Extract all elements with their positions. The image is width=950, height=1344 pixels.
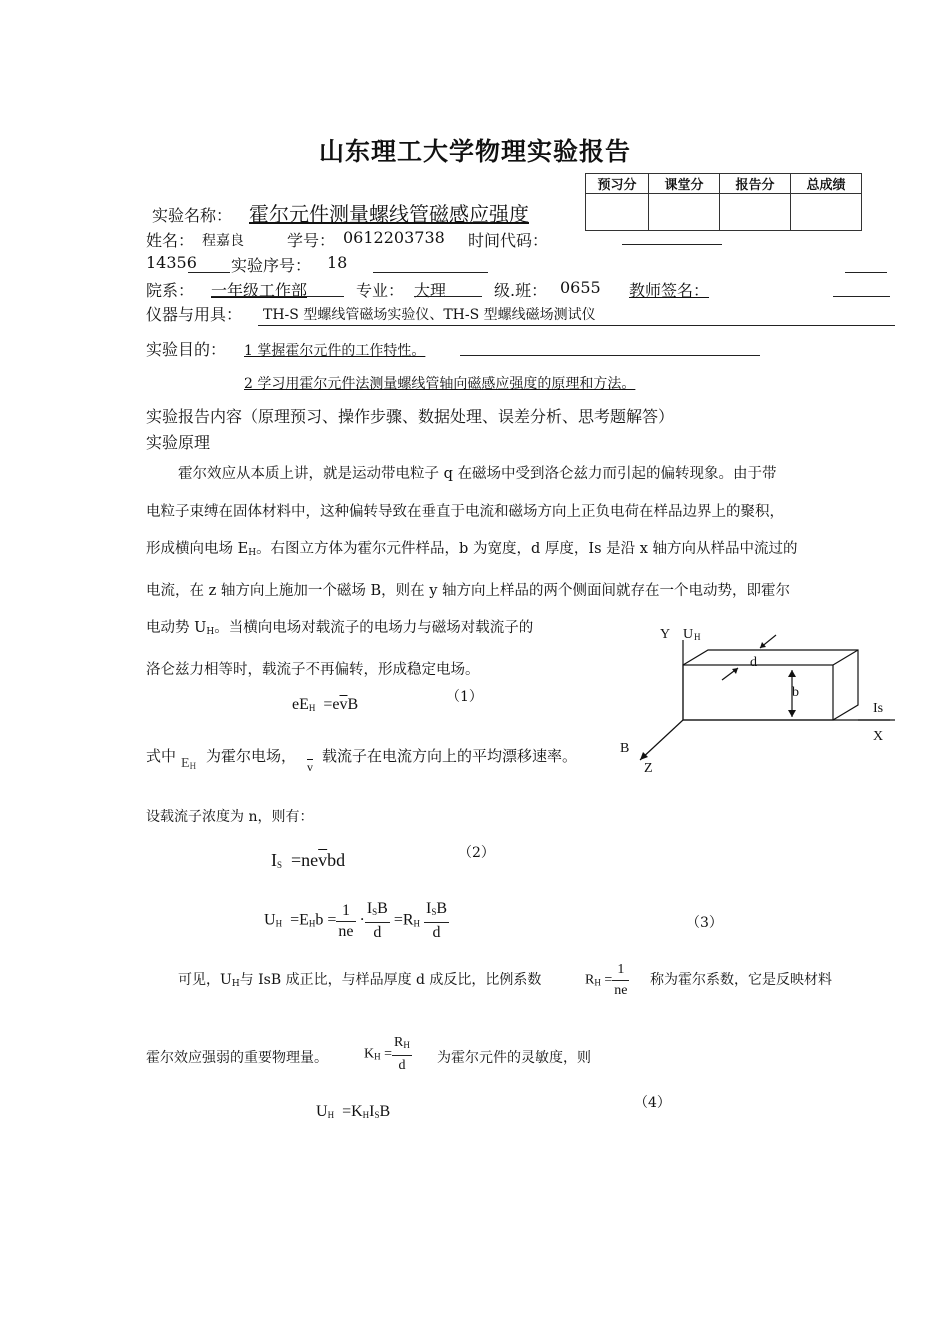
class-value: 0655 [560,278,601,297]
d-arrowhead-bottom [732,668,738,674]
principle-heading: 实验原理 [146,433,211,452]
name-label: 姓名： [146,231,195,250]
box-back [683,650,858,720]
para-line: 形成横向电场 $E_H$。右图立方体为霍尔元件样品，b 为宽度，d 厚度，Is 是沿 x 轴方向从样品中流过的 [146,541,798,558]
time-code: 14356 [146,253,197,272]
purpose-item-1: 1 掌握霍尔元件的工作特性。 [244,343,426,359]
score-header-preview: 预习分 [586,174,649,194]
seq-value: 18 [327,253,348,272]
para-line: 电粒子束缚在固体材料中，这种偏转导致在垂直于电流和磁场方向上正负电荷在样品边界上的聚积， [146,503,784,520]
equation-3-number: （3） [686,915,723,931]
equation-4-number: （4） [634,1095,671,1111]
dept-value: 一年级工作部 [211,281,308,300]
score-header-class: 课堂分 [649,174,720,194]
label-x: X [873,729,884,744]
blank-line [414,296,482,297]
d-arrowhead-top [760,642,766,648]
blank-line [188,272,230,273]
score-table [585,173,862,231]
para-line: 霍尔效应从本质上讲，就是运动带电粒子 q 在磁场中受到洛仑兹力而引起的偏转现象。由于带 [178,466,777,482]
equation-1: $eE_H =e\overline{v}B$ [292,696,359,713]
z-axis [640,720,683,760]
score-header-report: 报告分 [720,174,791,194]
major-value: 大理 [414,281,447,300]
equation-3: $U_H =E_Hb$ = $\frac{1}{ne}$ · $\frac{I_SB}{d}$ $=R_H$ $\frac{I_SB}{d}$ [264,900,448,941]
dept-label: 院系： [146,281,195,300]
blank-line [373,272,488,273]
equipment-value: TH-S 型螺线管磁场实验仪、TH-S 型螺线磁场测试仪 [263,307,596,323]
score-cell-class[interactable] [649,194,720,231]
eh-symbol: $E_H$ [181,756,197,771]
label-is: Is [873,701,884,716]
para-line: 电流，在 z 轴方向上施加一个磁场 B，则在 y 轴方向上样品的两个侧面间就存在一个电动势，即霍尔 [146,582,791,599]
prop-text-end: 称为霍尔系数，它是反映材料 [650,972,832,988]
label-b: b [792,685,799,700]
kh-text-1: 霍尔效应强弱的重要物理量。 [146,1050,328,1066]
student-id: 0612203738 [343,228,445,247]
label-y: Y [660,627,671,642]
blank-line [833,296,890,297]
label-b-field: B [620,741,630,756]
b-arrowhead-top [788,670,796,677]
v-text: 载流子在电流方向上的平均漂移速率。 [322,747,578,765]
kh-text-2: 为霍尔元件的灵敏度，则 [437,1050,591,1066]
student-name: 程嘉良 [202,233,244,249]
major-label: 专业： [356,281,405,300]
purpose-item-2: 2 学习用霍尔元件法测量螺线管轴向磁感应强度的原理和方法。 [244,376,636,392]
density-text: 设载流子浓度为 n，则有： [146,809,314,825]
score-cell-total[interactable] [791,194,862,231]
page-title: 山东理工大学物理实验报告 [318,137,631,166]
kh-formula: $K_H$ = $\frac{R_H}{d}$ [364,1035,410,1073]
box-edge [833,650,858,665]
hall-element-diagram [610,620,900,780]
equation-1-number: （1） [446,689,483,705]
label-d: d [750,655,757,670]
blank-line [845,272,887,273]
score-cell-report[interactable] [720,194,791,231]
equation-4: $U_H =K_HI_SB$ [316,1103,391,1120]
student-id-label: 学号： [287,231,336,250]
score-cell-preview[interactable] [586,194,649,231]
rh-formula: $R_H$ = $\frac{1}{ne}$ [585,962,628,998]
experiment-name: 霍尔元件测量螺线管磁感应强度 [249,202,529,226]
blank-line [622,244,722,245]
box-front [683,665,833,720]
equipment-label: 仪器与用具： [146,305,243,324]
shizhong-label: 式中 [146,747,177,765]
blank-line [258,325,895,326]
blank-line [211,296,344,297]
experiment-name-label: 实验名称： [152,206,233,225]
v-symbol: $\overline{v}$ [307,760,313,774]
label-z: Z [644,761,653,776]
class-label: 级.班： [494,281,548,300]
report-heading: 实验报告内容（原理预习、操作步骤、数据处理、误差分析、思考题解答） [146,407,675,426]
para-line: 洛仑兹力相等时，载流子不再偏转，形成稳定电场。 [146,661,480,678]
para-line: 电动势 $U_H$。当横向电场对载流子的电场力与磁场对载流子的 [146,620,534,637]
label-uh-sub: H [694,632,701,642]
equation-2-number: （2） [458,845,495,861]
label-uh: U [683,627,694,642]
eh-text: 为霍尔电场， [206,747,297,765]
equation-2: $I_S =ne\overline{v}bd$ [271,850,346,870]
blank-line [460,355,760,356]
score-header-total: 总成绩 [791,174,862,194]
seq-label: 实验序号： [231,256,312,275]
b-arrowhead-bottom [788,710,796,717]
purpose-label: 实验目的： [146,340,227,359]
teacher-sign-label: 教师签名： [629,281,710,300]
time-code-label: 时间代码： [468,231,549,250]
prop-text: 可见，$U_H$与 IsB 成正比，与样品厚度 d 成反比，比例系数 [178,972,542,989]
